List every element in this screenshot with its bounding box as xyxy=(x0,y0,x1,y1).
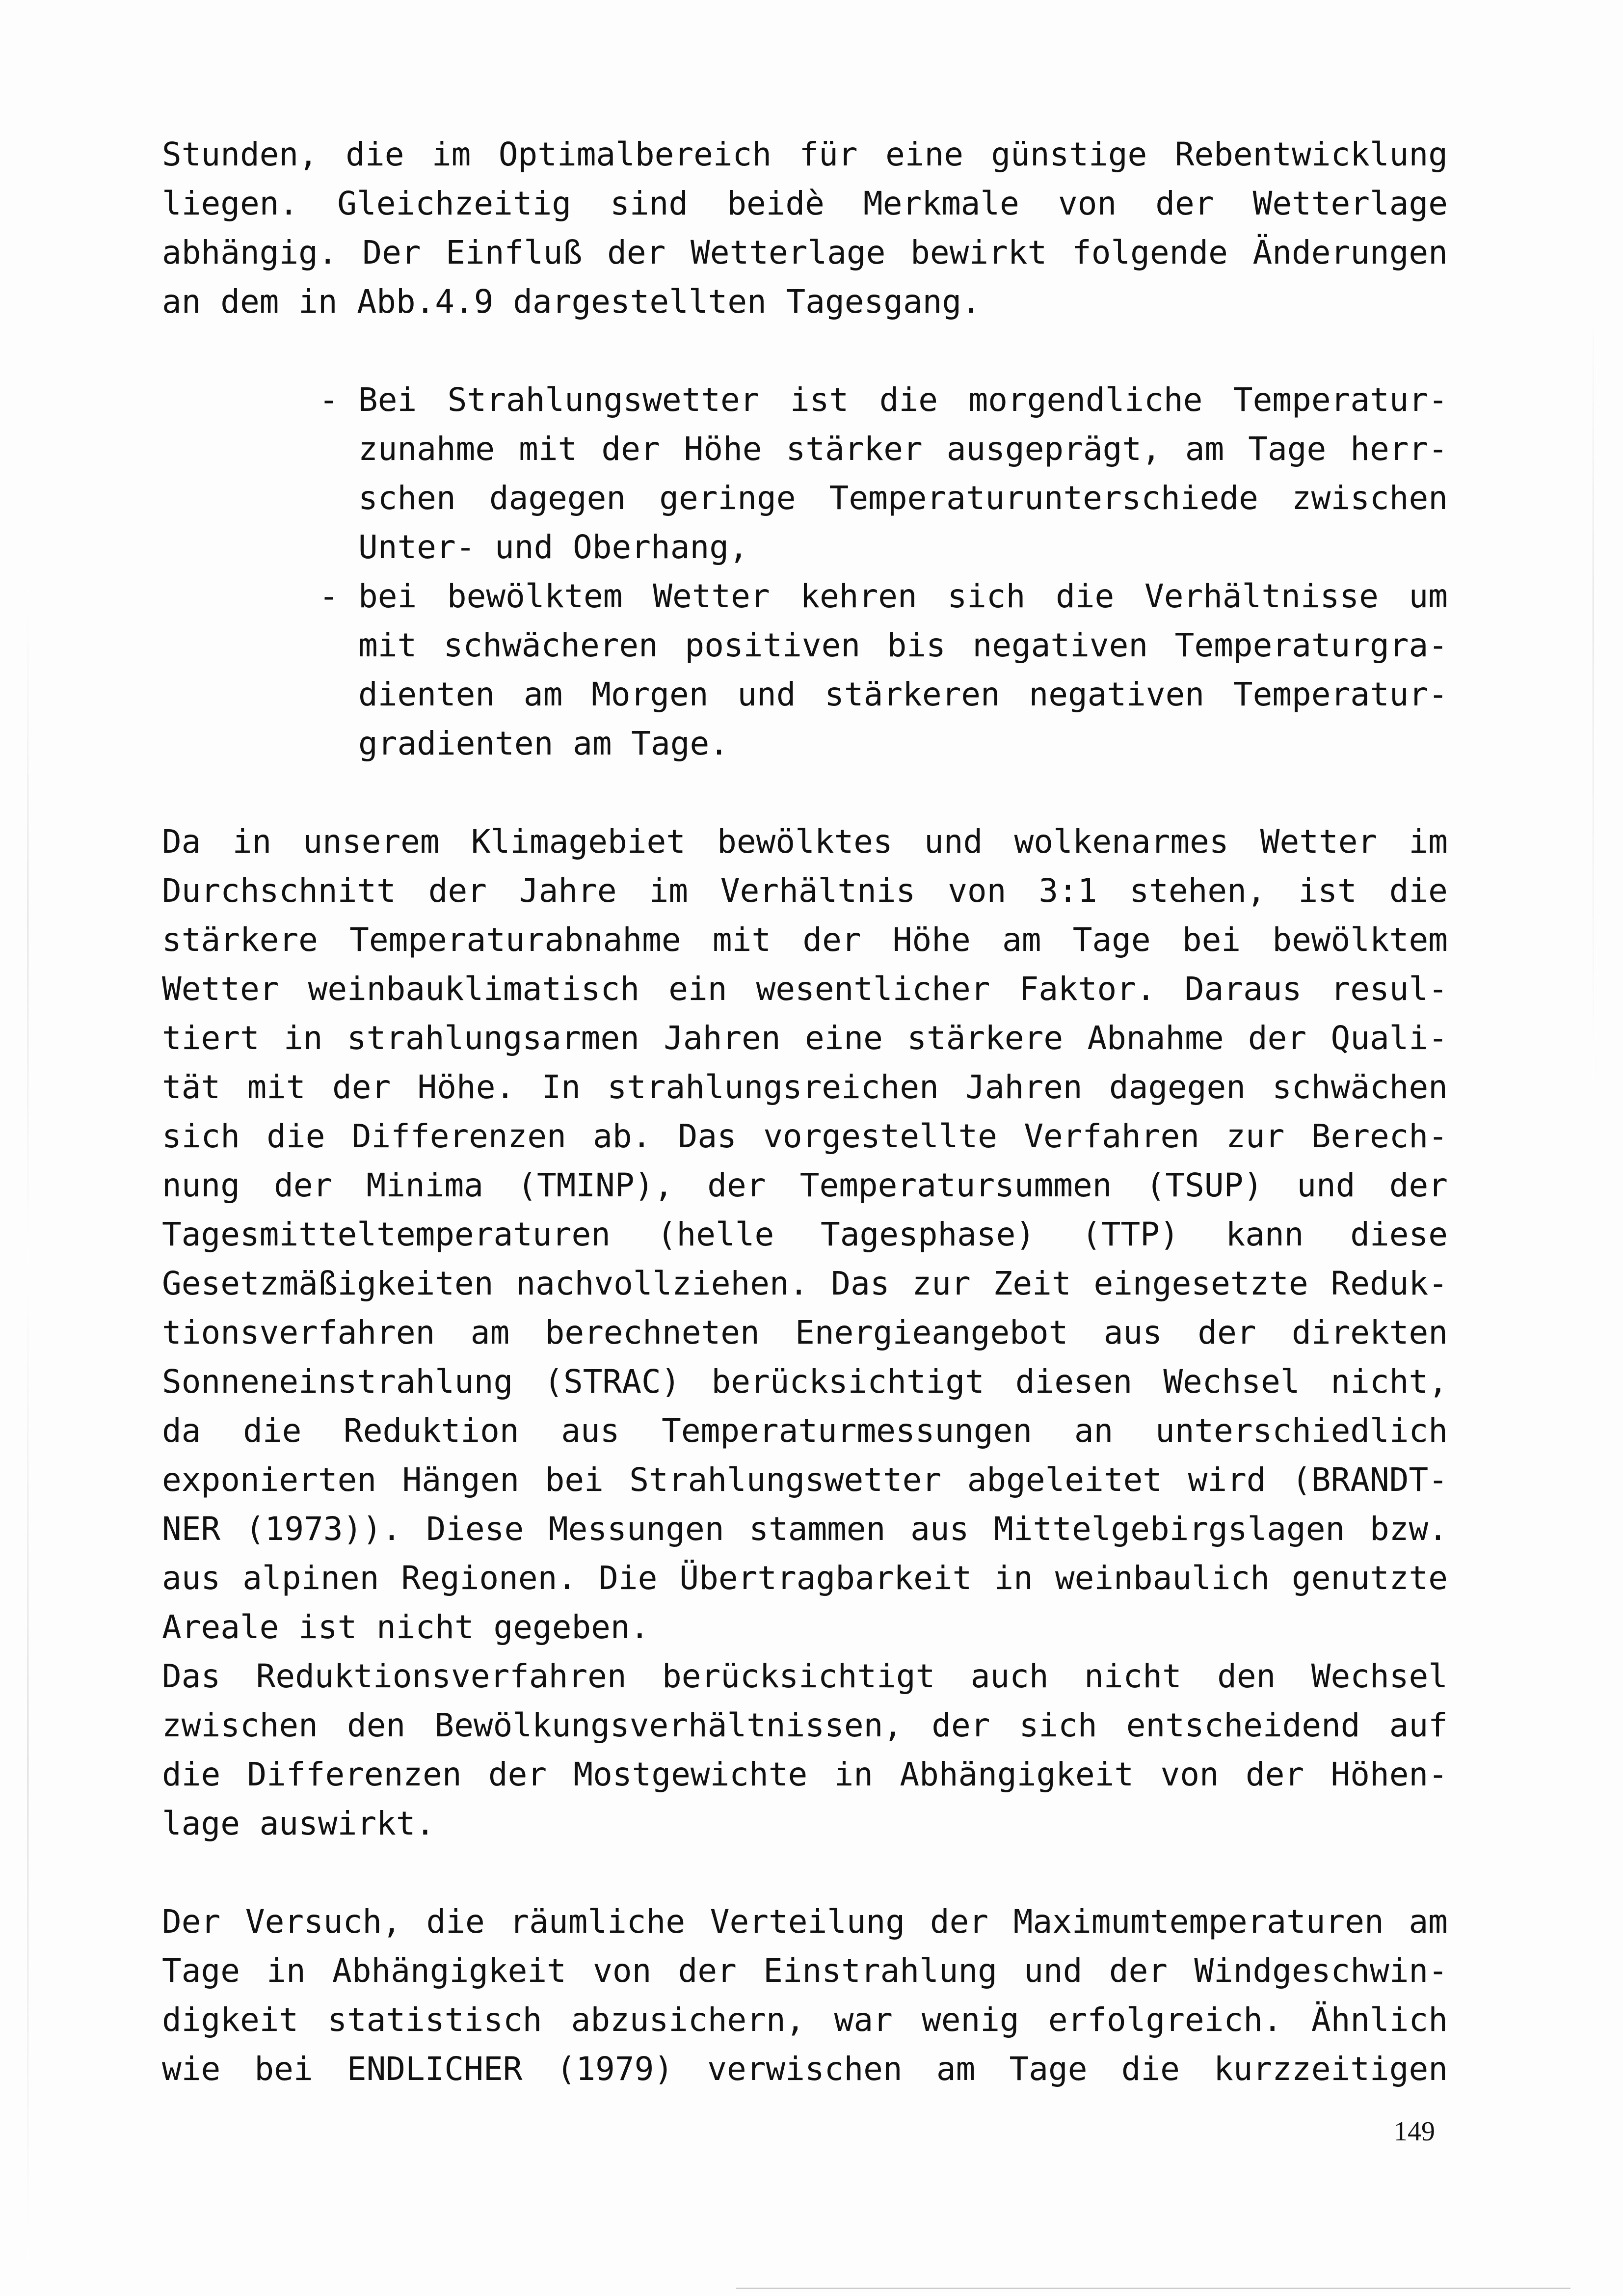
text-line: lage auswirkt. xyxy=(162,1805,435,1842)
text-line: Gesetzmäßigkeiten nachvollziehen. Das zur Zeit eingesetzte Reduk- xyxy=(162,1265,1448,1302)
text-line: zunahme mit der Höhe stärker ausgeprägt, am Tage herr- xyxy=(358,430,1448,468)
paragraph-4 xyxy=(162,1897,1448,2094)
text-line: tionsverfahren am berechneten Energieangebot aus der direkten xyxy=(162,1314,1448,1351)
text-line: dienten am Morgen und stärkeren negativen Temperatur- xyxy=(358,675,1448,713)
list-marker-1: - xyxy=(319,381,339,419)
text-line: zwischen den Bewölkungsverhältnissen, der sich entscheidend auf xyxy=(162,1706,1448,1744)
paragraph-1 xyxy=(162,130,1448,326)
text-line: bei bewölktem Wetter kehren sich die Verhältnisse um xyxy=(358,577,1448,615)
list-marker-2: - xyxy=(319,577,339,615)
list-item-1 xyxy=(358,376,1448,572)
text-line: Unter- und Oberhang, xyxy=(358,528,748,566)
text-line: Areale ist nicht gegeben. xyxy=(162,1608,650,1646)
text-line: NER (1973)). Diese Messungen stammen aus Mittelgebirgslagen bzw. xyxy=(162,1510,1448,1548)
text-line: tiert in strahlungsarmen Jahren eine stärkere Abnahme der Quali- xyxy=(162,1019,1448,1057)
text-line: an dem in Abb.4.9 dargestellten Tagesgang. xyxy=(162,283,981,321)
text-line: da die Reduktion aus Temperaturmessungen an unterschiedlich xyxy=(162,1412,1448,1450)
text-line: Tagesmitteltemperaturen (helle Tagesphase) (TTP) kann diese xyxy=(162,1216,1448,1253)
text-line: gradienten am Tage. xyxy=(358,725,729,762)
text-line: Das Reduktionsverfahren berücksichtigt auch nicht den Wechsel xyxy=(162,1657,1448,1695)
text-line: digkeit statistisch abzusichern, war wenig erfolgreich. Ähnlich xyxy=(162,2001,1448,2039)
text-line: exponierten Hängen bei Strahlungswetter abgeleitet wird (BRANDT- xyxy=(162,1461,1448,1499)
text-line: wie bei ENDLICHER (1979) verwischen am Tage die kurzzeitigen xyxy=(162,2050,1448,2088)
text-line: sich die Differenzen ab. Das vorgestellte Verfahren zur Berech- xyxy=(162,1117,1448,1155)
text-line: Bei Strahlungswetter ist die morgendliche Temperatur- xyxy=(358,381,1448,419)
paragraph-3 xyxy=(162,1652,1448,1848)
text-line: aus alpinen Regionen. Die Übertragbarkeit in weinbaulich genutzte xyxy=(162,1559,1448,1597)
text-line: Der Versuch, die räumliche Verteilung der Maximumtemperaturen am xyxy=(162,1903,1448,1941)
text-line: Stunden, die im Optimalbereich für eine günstige Rebentwicklung xyxy=(162,135,1448,173)
scan-edge-left xyxy=(27,589,28,2258)
text-line: Sonneneinstrahlung (STRAC) berücksichtigt diesen Wechsel nicht, xyxy=(162,1363,1448,1401)
text-line: abhängig. Der Einfluß der Wetterlage bewirkt folgende Änderungen xyxy=(162,234,1448,271)
text-line: nung der Minima (TMINP), der Temperatursummen (TSUP) und der xyxy=(162,1166,1448,1204)
text-line: Tage in Abhängigkeit von der Einstrahlung und der Windgeschwin- xyxy=(162,1952,1448,1990)
text-line: mit schwächeren positiven bis negativen Temperaturgra- xyxy=(358,626,1448,664)
text-line: Durchschnitt der Jahre im Verhältnis von 3:1 stehen, ist die xyxy=(162,872,1448,910)
text-line: Da in unserem Klimagebiet bewölktes und wolkenarmes Wetter im xyxy=(162,823,1448,861)
paragraph-2 xyxy=(162,817,1448,1652)
text-line: liegen. Gleichzeitig sind beidè Merkmale von der Wetterlage xyxy=(162,185,1448,222)
text-line: schen dagegen geringe Temperaturunterschiede zwischen xyxy=(358,479,1448,517)
text-line: tät mit der Höhe. In strahlungsreichen Jahren dagegen schwächen xyxy=(162,1068,1448,1106)
text-line: Wetter weinbauklimatisch ein wesentlicher Faktor. Daraus resul- xyxy=(162,970,1448,1008)
list-item-2 xyxy=(358,572,1448,768)
page-number: 149 xyxy=(1394,2116,1435,2147)
text-line: stärkere Temperaturabnahme mit der Höhe am Tage bei bewölktem xyxy=(162,921,1448,959)
scan-edge-bottom xyxy=(736,2288,1570,2289)
scan-edge-right xyxy=(1593,295,1594,1080)
text-line: die Differenzen der Mostgewichte in Abhängigkeit von der Höhen- xyxy=(162,1756,1448,1793)
